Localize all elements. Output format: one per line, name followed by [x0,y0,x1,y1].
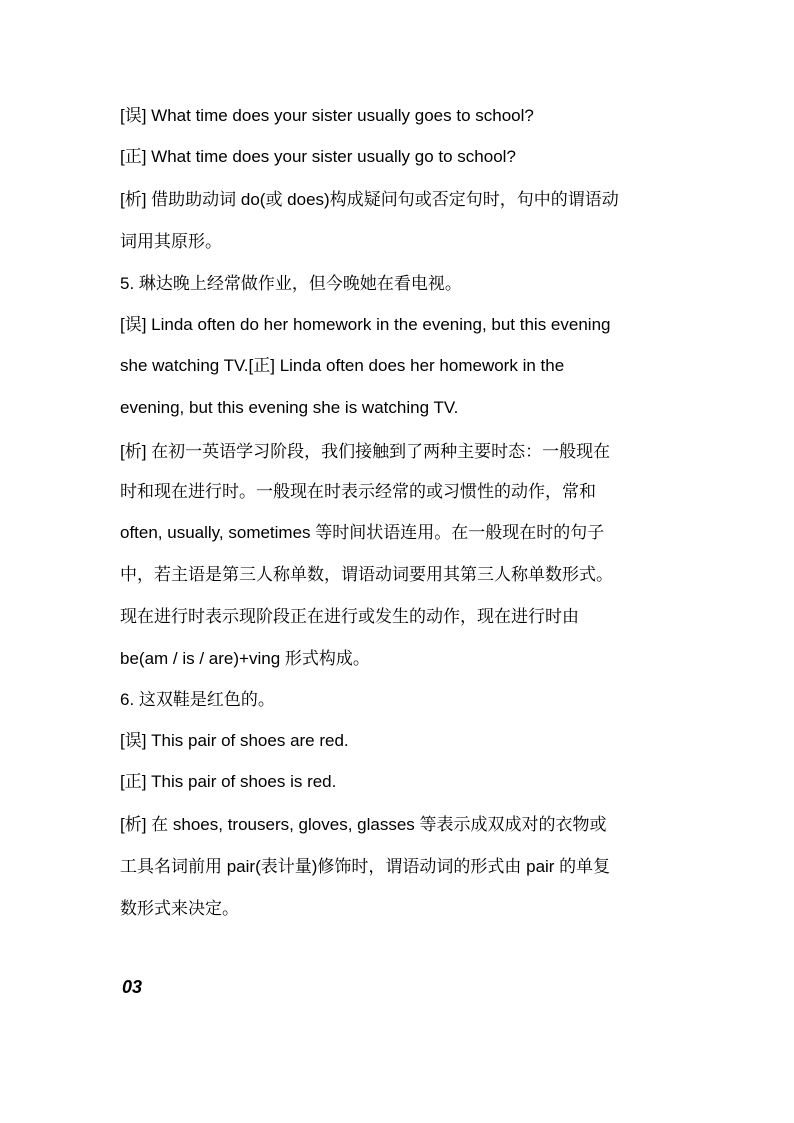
analysis-6-line-1: [析] 在 shoes, trousers, gloves, glasses 等表示成双成对的衣物或 [120,815,607,834]
wrong-sentence-1: [误] What time does your sister usually goes to school? [120,106,534,125]
analysis-5-line-5: 现在进行时表示现阶段正在进行或发生的动作，现在进行时由 [120,607,579,626]
correct-sentence-5-line-3: evening, but this evening she is watching TV. [120,398,459,417]
correct-sentence-1: [正] What time does your sister usually go to school? [120,147,516,166]
item-5-heading: 5. 琳达晚上经常做作业，但今晚她在看电视。 [120,274,462,293]
item-6-heading: 6. 这双鞋是红色的。 [120,690,275,709]
wrong-correct-sentence-5-line-2: she watching TV.[正] Linda often does her homework in the [120,356,565,375]
wrong-sentence-5-line-1: [误] Linda often do her homework in the evening, but this evening [120,315,611,334]
wrong-sentence-6: [误] This pair of shoes are red. [120,731,349,750]
analysis-6-line-2: 工具名词前用 pair(表计量)修饰时，谓语动词的形式由 pair 的单复 [120,857,611,876]
analysis-5-line-1: [析] 在初一英语学习阶段，我们接触到了两种主要时态：一般现在 [120,442,611,461]
analysis-6-line-3: 数形式来决定。 [120,899,239,918]
analysis-5-line-2: 时和现在进行时。一般现在时表示经常的或习惯性的动作，常和 [120,482,596,501]
correct-sentence-6: [正] This pair of shoes is red. [120,772,337,791]
analysis-1-line-1: [析] 借助助动词 do(或 does)构成疑问句或否定句时，句中的谓语动 [120,190,619,209]
page-number: 03 [122,977,143,997]
analysis-1-line-2: 词用其原形。 [120,232,222,251]
analysis-5-line-6: be(am / is / are)+ving 形式构成。 [120,649,370,668]
analysis-5-line-3: often, usually, sometimes 等时间状语连用。在一般现在时的句子 [120,523,605,542]
analysis-5-line-4: 中，若主语是第三人称单数，谓语动词要用其第三人称单数形式。 [120,565,613,584]
